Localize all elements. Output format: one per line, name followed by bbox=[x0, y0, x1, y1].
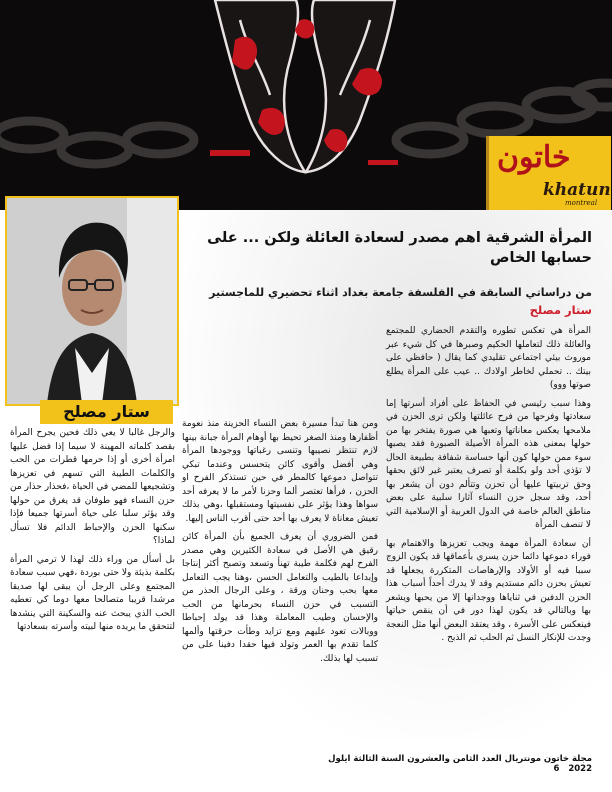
logo-latin-name: khatun bbox=[543, 180, 611, 200]
article-title: المرأة الشرقية اهم مصدر لسعادة العائلة ولكن ... على حسابها الخاص bbox=[207, 230, 592, 266]
article-author: ستار مصلح bbox=[529, 303, 592, 317]
article-subtitle: من دراساتي السابقة في الفلسفة جامعة بغداد اثناء تحضيري للماجستير bbox=[209, 286, 592, 299]
text-column-right bbox=[386, 325, 591, 651]
author-photo bbox=[5, 196, 179, 406]
page-number: 6 bbox=[553, 764, 560, 774]
paragraph: أن سعادة المرأة مهمة ويجب تعزيزها والاهتمام بها فوراء دموعها دائما حزن يسري بأعماقها قد يكون الزوج سببا فيه أو الأولاد والإرهاصات المتكررة يجعلها قد تعيش بحزن دائم مستديم وقد لا يدرك أحداً أسباب هذا الحزن الدفين في ثناياها ووجدانها إلا من يحبها ويشعر بها وبالتالي قد يكون لهذا دور في أن ينقص حياتها فينعكس على الأسرة ، وقد يعتقد البعض أنها مثل النعجة وجدت للإنكار النسل ثم الحلب ثم الذبح . bbox=[386, 538, 591, 643]
paragraph: المرأة هي تعكس تطوره والتقدم الحضاري للمجتمع والعائلة ذلك لتعاملها الحكيم وصبرها في كل شيء عبر موروث بيئي اجتماعي تقليدي كما يقال ( حافظي على بيتك .. تحملي لخاطر اولادك .. عيب على المرأة يطلع صوتها ووو) bbox=[386, 326, 591, 390]
footer-text: مجلة خاتون مونتريال العدد الثامن والعشرون السنة الثالثة ايلول 2022 bbox=[328, 754, 592, 774]
paragraph: والرجل غالبا لا يعي ذلك فحين يجرح المرأة بقصد كلماته المهينة لا سيما إذا فضل عليها امرأة أخرى أو إذا حرمها قطرات من الحب والكلمات الطيبة التي تسهم في تعزيزها وتشجيعها للمضي في الحياة ،فحذار حذار من حزن النساء فهو طوفان قد يغرق من حولها وقد يؤثر سلبا على حياة أسرتها جميعا فإذا سكنها الحزن والإحباط الدائم فلا تسأل لماذا؟ bbox=[10, 428, 175, 546]
text-column-middle bbox=[182, 418, 378, 671]
paragraph: بل أسأل من وراء ذلك لهذا لا ترمي المرأة بكلمة بذيئة ولا حتى بوردة ،فهي سبب سعادة المجتمع وعلى الرجل أن يبقى لها صديقا مرشدا قريبا متصالحا معها دوما كي تعطيه الحب الذي يبحث عنه والسكينة التي ينشدها لتتحقق ما يريده منها لبيته وأسرته بسعادتها bbox=[10, 554, 175, 632]
author-name-caption: ستار مصلح bbox=[40, 400, 173, 424]
author-photo-illustration bbox=[7, 198, 177, 404]
magazine-logo bbox=[486, 136, 611, 216]
paragraph: فمن الضروري أن يعرف الجميع بأن المرأة كائن رقيق هي الأصل في سعادة الكثيرين وهي مصدر الفرح لهم فكلمة طيبة تهنأ وتسعد وتصبح أكثر إنتاجا وإبداعا بالطيب والتعامل الحسن ،وهنا يجب التعامل معها بحب وحنان ورقة ، وعلى الرجال الحذر من التسبب في حزن النساء بحرمانها من الحب والإحسان وطيب المعاملة وهذا قد يولد إحباطا ووبالات تعود عليهم ومع تزايد وطأت حرقتها وألمها كلما تقدم بها العمر وتولد فيها حقدا دفينا على من تسبب لها بذلك. bbox=[182, 532, 378, 664]
text-column-left bbox=[10, 427, 175, 640]
paragraph: ومن هنا تبدأ مسيرة بعض النساء الحزينة منذ نعومة أظفارها ومنذ الصغر تحيط بها أوهام المرأة جبانة بينها لازم تنتظر نصيبها وتنسى رغباتها ووجودها المرأة وهي أفضل وأقوى كائن يتحسس وعندما تبكي تتواصل دموعها كالمطر في حين تستذكر الفرح او الحزن ، فرأها تعتصر ألما وحزنا لأمر ما لا يعرفه أحد سواها وهذا يؤثر على نفسيتها ومستقبلها ،وهي بذلك تعيش معاناة لا يعرف بها أحد حتى أقرب الناس إليها. bbox=[182, 419, 378, 524]
logo-arabic-script: خاتون bbox=[497, 140, 571, 175]
paragraph: وهذا سبب رئيسي في الحفاظ على أفراد أسرتها إما سعادتها وفرحها من فرح عائلتها ولكن ترى الحزن في ملامحها يعكس معاناتها وتعبها هي صورة يفتخر بها من حولها بمعنى هذه المرأة الأصيلة الصبورة فقد يصبها سوء ممن حولها كون أنها حساسة شفافة بطبيعة الحال لا تؤذي أحد ولو بكلمة أو تصرف يعتبر غير لائق بحقها وحق تربيتها عليها أن تحزن وتتألم دون أن يشعر بها أحد، وقد سجل حزن النساء آثارا سلبية على بعض مناطق العالم خاصة في الدول العربية أو الإسلامية التي لا تنصف المرأة bbox=[386, 398, 591, 530]
logo-subtitle: montreal bbox=[565, 199, 598, 207]
page-footer bbox=[320, 754, 592, 774]
